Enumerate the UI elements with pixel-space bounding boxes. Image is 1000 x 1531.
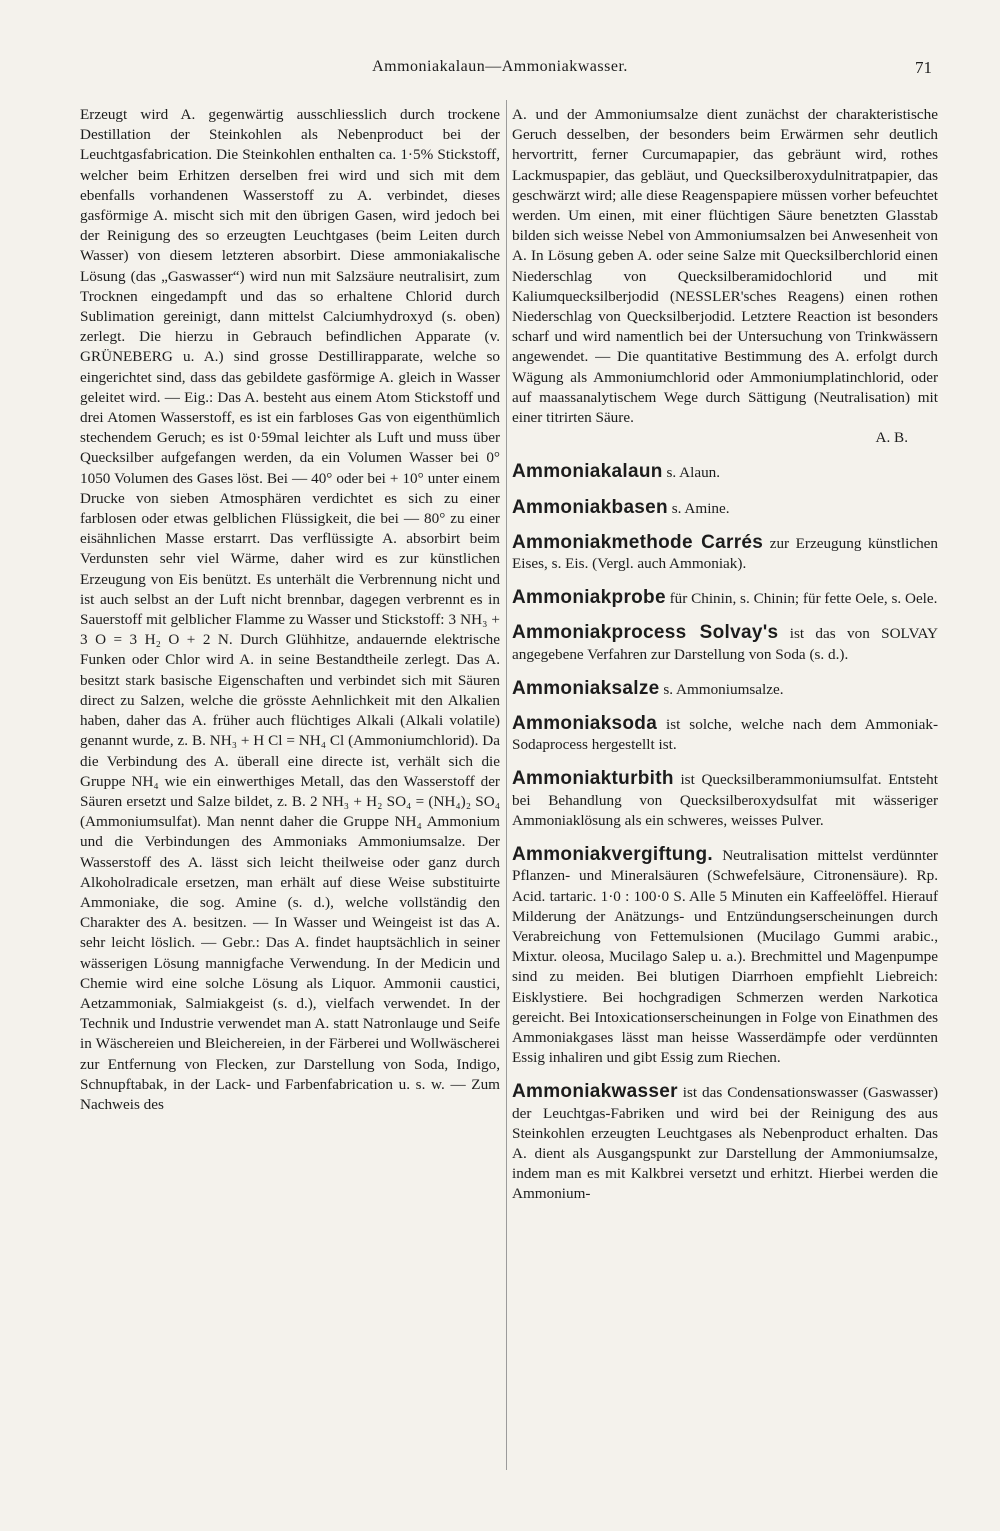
entry-body: zur Erzeugung künstlichen Eises, s. Eis. (Vergl. auch Ammoniak). bbox=[512, 534, 938, 573]
left-column-text: Erzeugt wird A. gegenwärtig ausschliesslich durch trockene Destillation der Steinkohlen als Nebenproduct bei der Leuchtgasfabrication. Die Steinkohlen enthalten ca. 1·5% Stickstoff, welcher beim Erhitzen derselben frei wird und sich mit dem ebenfalls vorhandenen Wasserstoff zu A. verbindet, dieses gasförmige A. mischt sich mit den übrigen Gasen, wird jedoch bei der Reinigung des so erzeugten Leuchtgases (beim Leiten durch Wasser) von diesem letzteren absorbirt. Diese ammoniakalische Lösung (das „Gaswasser“) wird nun mit Salzsäure neutralisirt, zum Trocknen eingedampft und das so erhaltene Chlorid durch Sublimation gereinigt, dann mittelst Calciumhydroxyd (s. oben) zerlegt. Die hierzu in Gebrauch befindlichen Apparate (v. GRÜNEBERG u. A.) sind grosse Destillirapparate, welche so eingerichtet sind, dass das gebildete gasförmige A. gleich in Wasser geleitet wird. — Eig.: Das A. besteht aus einem Atom Stickstoff und drei Atomen Wasserstoff, es ist ein farbloses Gas von eigenthümlich stechendem Geruch; es ist 0·59mal leichter als Luft und muss über Quecksilber aufgefangen werden, da ein Volumen Wasser bei 0° 1050 Volumen des Gases löst. Bei — 40° oder bei + 10° unter einem Drucke von sieben Atmosphären verdichtet es sich zu einer farblosen oder etwas gelblichen Flüssigkeit, die bei — 80° zu einer eisähnlichen Masse erstarrt. Das verflüssigte A. absorbirt beim Verdunsten sehr viel Wärme, daher wird es zur künstlichen Erzeugung von Eis benützt. Es unterhält die Verbrennung nicht und ist auch selbst an der Luft nicht brennbar, dagegen verbrennt es in Sauerstoff mit gelblicher Flamme zu Wasser und Stickstoff: 3 NH₃ + 3 O = 3 H₂ O + 2 N. Durch Glühhitze, andauernde elektrische Funken oder Chlor wird A. in seine Bestandtheile zerlegt. Das A. besitzt stark basische Eigenschaften und verbindet sich mit Säuren direct zu Salzen, welche die grösste Aehnlichkeit mit den Alkalien haben, daher das A. früher auch flüchtiges Alkali (Alkali volatile) genannt wurde, z. B. NH₃ + H Cl = NH₄ Cl (Ammoniumchlorid). Da die Verbindung des A. überall eine directe ist, verhält sich die Gruppe NH₄ wie ein einwerthiges Metall, das den Wasserstoff der Säuren ersetzt und Salze bildet, z. B. 2 NH₃ + H₂ SO₄ = (NH₄)₂ SO₄ (Ammoniumsulfat). Man nennt daher die Gruppe NH₄ Ammonium und die Verbindungen des Ammoniaks Ammoniumsalze. Der Wasserstoff des A. lässt sich leicht theilweise oder ganz durch Alkoholradicale ersetzen, man erhält auf diese Weise substituirte Ammoniake, die sog. Amine (s. d.), welche vollständig den Charakter des A. besitzen. — In Wasser und Weingeist ist das A. sehr leicht löslich. — Gebr.: Das A. findet hauptsächlich in seiner wässerigen Lösung mannigfache Verwendung. In der Medicin und Chemie wird eine solche Lösung als Liquor. Ammonii caustici, Aetzammoniak, Salmiakgeist (s. d.), vielfach verwendet. In der Technik und Industrie verwendet man A. statt Natronlauge und Seife in Wäschereien und Bleichereien, in der Färberei und Wollwäscherei zur Entfernung von Flecken, zur Darstellung von Soda, Indigo, Schnupftabak, in der Lack- und Farbenfabrication u. s. w. — Zum Nachweis des bbox=[80, 106, 500, 1113]
entry-headword: Ammoniakmethode Carrés bbox=[512, 531, 764, 553]
entry-ammoniakalaun bbox=[512, 462, 938, 483]
entry-body: ist Quecksilberammoniumsulfat. Entsteht bei Behandlung von Quecksilberoxydsulfat mit wässeriger Ammoniaklösung als ein schweres, weisses Pulver. bbox=[512, 771, 938, 829]
entry-ammoniakbasen bbox=[512, 498, 938, 519]
entry-headword: Ammoniakvergiftung. bbox=[512, 844, 713, 866]
running-head bbox=[0, 58, 1000, 82]
entry-ammoniakwasser bbox=[512, 1082, 938, 1204]
entry-body: ist das Condensationswasser (Gaswasser) der Leuchtgas-Fabriken und wird bei der Reinigung des aus Steinkohlen erzeugten Leuchtgases als Nebenproduct erhalten. Das A. dient als Ausgangspunkt zur Darstellung der Ammoniumsalze, indem man es mit Kalkbrei versetzt und erhitzt. Hierbei werden die Ammonium- bbox=[512, 1084, 939, 1203]
entry-body: für Chinin, s. Chinin; für fette Oele, s. Oele. bbox=[669, 590, 938, 608]
entry-body: s. Alaun. bbox=[666, 464, 721, 482]
entry-ammoniaksoda bbox=[512, 714, 938, 755]
right-column bbox=[512, 105, 938, 1205]
entry-headword: Ammoniaksalze bbox=[512, 677, 660, 699]
entry-ammoniakprobe bbox=[512, 588, 938, 609]
entry-body: Neutralisation mittelst verdünnter Pflanzen- und Mineralsäuren (Schwefelsäure, Citronensäure). Rp. Acid. tartaric. 1·0 : 100·0 S. Alle 5 Minuten ein Kaffeelöffel. Hierauf Milderung der Anätzungs- und Entzündungserscheinungen durch Verabreichung von Fettemulsionen (Mucilago Gummi arabic., Mixtur. oleosa, Mucilago Salep u. a.). Brechmittel und Magenpumpe sind zu meiden. Bei blutigen Diarrhoen empfiehlt Liebreich: Eisklystiere. Bei hochgradigen Schmerzen werden Narkotica gereicht. Bei Intoxicationserscheinungen in Folge von Einathmen des Ammoniakgases lässt man heisse Wasserdämpfe oder verdünnten Essig inhaliren und gibt Essig zum Riechen. bbox=[512, 847, 938, 1067]
page-number: 71 bbox=[915, 58, 932, 77]
author-signature: A. B. bbox=[875, 429, 908, 447]
entry-ammoniaksalze bbox=[512, 679, 938, 700]
entry-headword: Ammoniakbasen bbox=[512, 496, 668, 518]
continued-entry-text: A. und der Ammoniumsalze dient zunächst der charakteristische Geruch desselben, der besonders beim Erwärmen sehr deutlich hervortritt, ferner Curcumapapier, das gebräunt wird, rothes Lackmuspapier, das gebläut, und Quecksilberoxydulnitratpapier, das geschwärzt wird; alle diese Reagenspapiere müssen vorher befeuchtet werden. Um einen, mit einer flüchtigen Säure benetzten Glasstab bilden sich weisse Nebel von Ammoniumsalzen bei Anwesenheit von A. In Lösung geben A. oder seine Salze mit Quecksilberchlorid einen Niederschlag von Quecksilberamidochlorid und mit Kaliumquecksilberjodid (NESSLER'sches Reagens) einen rothen Niederschlag von Quecksilberjodid. Letztere Reaction ist besonders scharf und wird namentlich bei der Untersuchung von Trinkwässern angewendet. — Die quantitative Bestimmung des A. erfolgt durch Wägung als Ammoniumchlorid oder Ammoniumplatinchlorid, oder auf maassanalytischem Wege durch Sättigung (Neutralisation) mit einer titrirten Säure. bbox=[512, 106, 938, 427]
column-divider bbox=[506, 100, 507, 1470]
entry-body: s. Ammoniumsalze. bbox=[663, 680, 784, 698]
running-title: Ammoniakalaun—Ammoniakwasser. bbox=[372, 58, 628, 75]
entry-ammoniakprocess bbox=[512, 623, 938, 664]
entry-headword: Ammoniakturbith bbox=[512, 768, 674, 790]
left-column bbox=[80, 105, 500, 1115]
entry-ammoniakturbith bbox=[512, 769, 938, 831]
entry-ammoniakvergiftung bbox=[512, 845, 938, 1068]
entry-body: ist solche, welche nach dem Ammoniak-Sodaprocess hergestellt ist. bbox=[512, 716, 939, 754]
entry-ammoniakmethode bbox=[512, 533, 938, 574]
entry-body: ist das von SOLVAY angegebene Verfahren zur Darstellung von Soda (s. d.). bbox=[512, 625, 938, 663]
entry-headword: Ammoniaksoda bbox=[512, 713, 658, 735]
entry-headword: Ammoniakalaun bbox=[512, 461, 663, 483]
entry-body: s. Amine. bbox=[671, 499, 730, 517]
entry-headword: Ammoniakwasser bbox=[512, 1081, 678, 1103]
entry-headword: Ammoniakprocess Solvay's bbox=[512, 622, 779, 644]
entry-headword: Ammoniakprobe bbox=[512, 587, 666, 609]
